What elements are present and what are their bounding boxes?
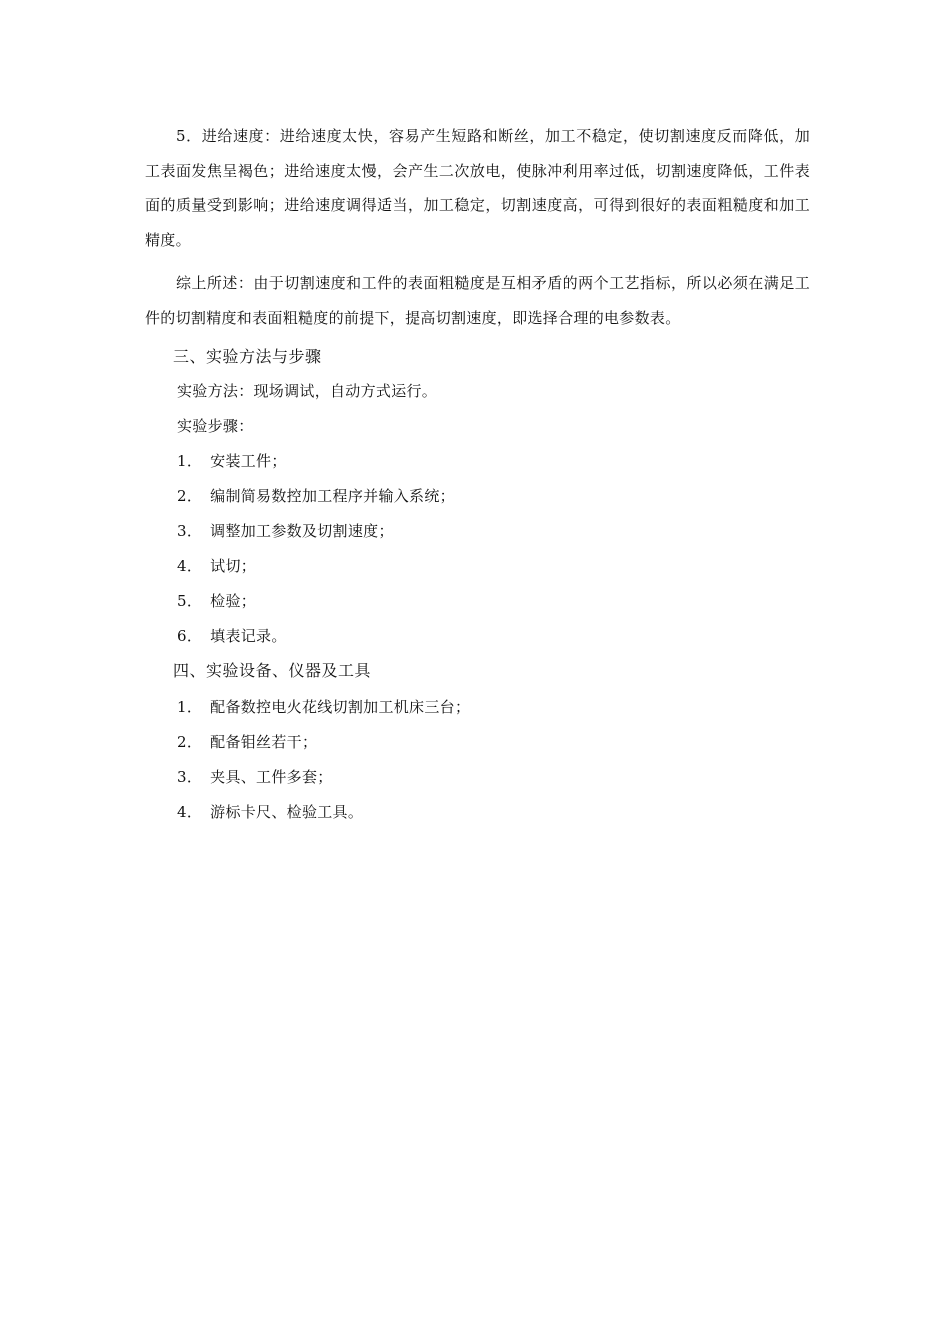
list-item-step bbox=[177, 520, 394, 542]
list-item-number: 3． bbox=[177, 768, 203, 786]
list-item-number: 6． bbox=[177, 627, 203, 645]
list-item-text: 填表记录。 bbox=[210, 627, 287, 645]
method-line: 实验方法：现场调试，自动方式运行。 bbox=[177, 382, 438, 400]
list-item-number: 1． bbox=[177, 698, 203, 716]
list-item-equipment bbox=[177, 696, 470, 718]
list-item-number: 2． bbox=[177, 487, 203, 505]
list-item-equipment bbox=[177, 766, 333, 788]
paragraph-summary: 综上所述：由于切割速度和工件的表面粗糙度是互相矛盾的两个工艺指标，所以必须在满足工件的切割精度和表面粗糙度的前提下，提高切割速度，即选择合理的电参数表。 bbox=[145, 274, 810, 327]
list-item-text: 编制简易数控加工程序并输入系统； bbox=[210, 487, 455, 505]
list-item-step bbox=[177, 450, 287, 472]
list-item-equipment bbox=[177, 801, 363, 823]
list-item-text: 游标卡尺、检验工具。 bbox=[210, 803, 364, 821]
list-item-text: 配备钼丝若干； bbox=[210, 733, 318, 751]
list-item-number: 1． bbox=[177, 452, 203, 470]
list-item-equipment bbox=[177, 731, 317, 753]
section-heading-method: 三、实验方法与步骤 bbox=[173, 347, 322, 366]
list-item-step bbox=[177, 555, 256, 577]
list-item-number: 5． bbox=[177, 592, 203, 610]
list-item-text: 配备数控电火花线切割加工机床三台； bbox=[210, 698, 471, 716]
list-item-text: 夹具、工件多套； bbox=[210, 768, 333, 786]
list-item-number: 4． bbox=[177, 803, 203, 821]
list-item-text: 调整加工参数及切割速度； bbox=[210, 522, 394, 540]
list-item-step bbox=[177, 485, 455, 507]
list-item-text: 安装工件； bbox=[210, 452, 287, 470]
paragraph-feed-speed: 5．进给速度：进给速度太快，容易产生短路和断丝，加工不稳定，使切割速度反而降低，加工表面发焦呈褐色；进给速度太慢，会产生二次放电，使脉冲利用率过低，切割速度降低，工件表面的质量受到影响；进给速度调得适当，加工稳定，切割速度高，可得到很好的表面粗糙度和加工精度。 bbox=[145, 127, 810, 249]
steps-label: 实验步骤： bbox=[177, 417, 254, 435]
list-item-number: 2． bbox=[177, 733, 203, 751]
list-item-step bbox=[177, 625, 287, 647]
list-item-number: 3． bbox=[177, 522, 203, 540]
list-item-step bbox=[177, 590, 256, 612]
list-item-text: 检验； bbox=[210, 592, 257, 610]
list-item-text: 试切； bbox=[210, 557, 257, 575]
section-heading-equipment: 四、实验设备、仪器及工具 bbox=[173, 661, 372, 680]
list-item-number: 4． bbox=[177, 557, 203, 575]
